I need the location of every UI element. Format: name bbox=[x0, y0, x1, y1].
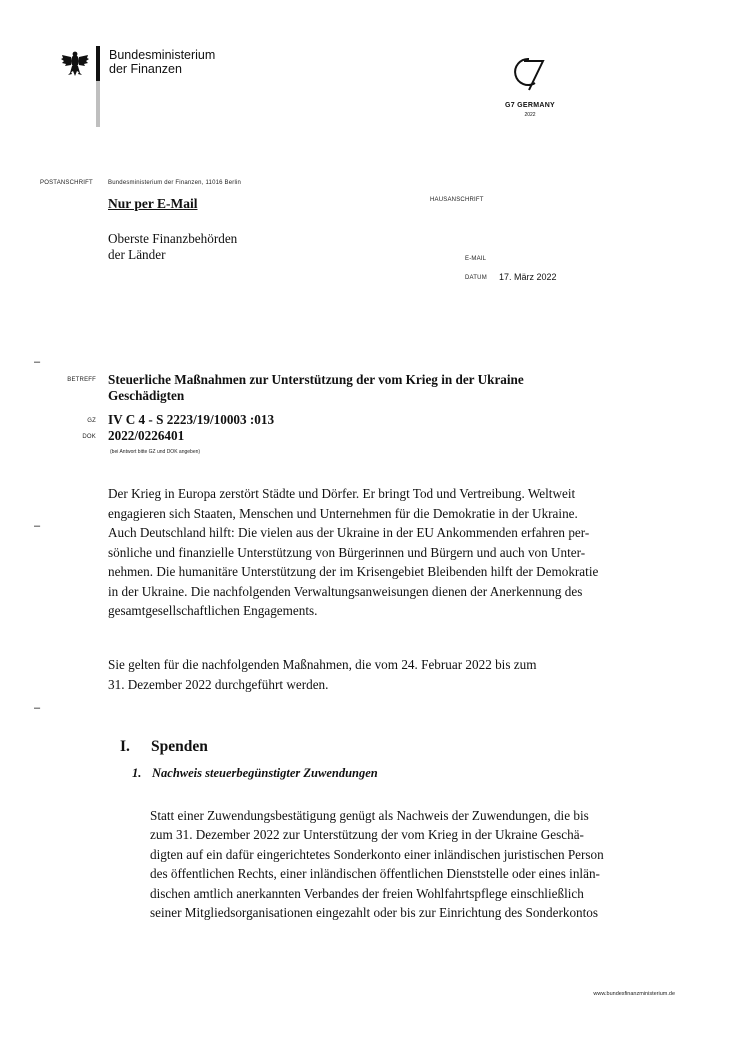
text-line: 31. Dezember 2022 durchgeführt werden. bbox=[108, 676, 329, 692]
gz-label: GZ bbox=[87, 418, 96, 424]
text-line: digten auf ein dafür eingerichtetes Sonderkonto einer inländischen juristischen Person bbox=[150, 846, 604, 862]
recipient-line2: der Länder bbox=[108, 247, 166, 262]
postanschrift-value: Bundesministerium der Finanzen, 11016 Berlin bbox=[108, 180, 242, 186]
text-line: Der Krieg in Europa zerstört Städte und Dörfer. Er bringt Tod und Vertreibung. Weltweit bbox=[108, 486, 576, 501]
datum-value: 17. März 2022 bbox=[499, 272, 557, 282]
footer-website[interactable]: www.bundesfinanzministerium.de bbox=[593, 991, 675, 997]
postanschrift-label: POSTANSCHRIFT bbox=[40, 180, 93, 186]
g7-year: 2022 bbox=[524, 112, 536, 118]
g7-label: G7 GERMANY bbox=[504, 102, 556, 109]
text-line: sönliche und finanzielle Unterstützung von Bürgerinnen und Bürgern und auch von Unter- bbox=[108, 544, 586, 560]
text-line: gesamtgesellschaftlichen Engagements. bbox=[108, 603, 318, 618]
betreff-line2: Geschädigten bbox=[108, 387, 185, 403]
text-line: des öffentlichen Rechts, einer inländischen öffentlichen Dienststelle oder eines inlän- bbox=[150, 866, 600, 882]
ministry-name bbox=[109, 48, 215, 76]
text-line: dischen amtlich anerkannten Verbandes der freien Wohlfahrtspflege einschließlich bbox=[150, 885, 584, 901]
betreff-label: BETREFF bbox=[67, 377, 96, 383]
reply-note: (bei Antwort bitte GZ und DOK angeben) bbox=[110, 449, 201, 455]
section-number: I. bbox=[120, 738, 130, 755]
text-line: Auch Deutschland hilft: Die vielen aus der Ukraine in der EU Ankommenden erfahren per- bbox=[108, 525, 590, 540]
text-line: engagieren sich Staaten, Menschen und Unternehmen für die Demokratie in der Ukraine. bbox=[108, 505, 578, 521]
email-label: E-MAIL bbox=[465, 256, 487, 262]
text-line: nehmen. Die humanitäre Unterstützung der im Krisengebiet Bleibenden hilft der Demokratie bbox=[108, 564, 599, 579]
text-line: zum 31. Dezember 2022 zur Unterstützung der vom Krieg in der Ukraine Geschä- bbox=[150, 827, 584, 843]
dok-label: DOK bbox=[82, 434, 96, 440]
paragraph-scope bbox=[108, 655, 643, 694]
ministry-name-line1: Bundesministerium bbox=[109, 48, 216, 62]
fold-mark-lower: – bbox=[34, 702, 41, 714]
paragraph-donations bbox=[150, 806, 671, 922]
subsection-number: 1. bbox=[132, 766, 142, 780]
delivery-note: Nur per E-Mail bbox=[108, 196, 198, 211]
text-line: in der Ukraine. Die nachfolgenden Verwaltungsanweisungen dienen der Anerkennung des bbox=[108, 583, 583, 599]
datum-label: DATUM bbox=[465, 275, 487, 281]
hausanschrift-label: HAUSANSCHRIFT bbox=[430, 197, 484, 203]
text-line: Sie gelten für die nachfolgenden Maßnahmen, die vom 24. Februar 2022 bis zum bbox=[108, 657, 537, 672]
letterhead-bar-grey bbox=[96, 81, 100, 127]
subsection-title: Nachweis steuerbegünstigter Zuwendungen bbox=[152, 766, 378, 780]
g7-logo-icon bbox=[508, 50, 552, 94]
section-title: Spenden bbox=[151, 738, 208, 755]
letterhead-bar bbox=[96, 46, 100, 81]
punch-mark: – bbox=[34, 520, 41, 532]
ministry-name-line2: der Finanzen bbox=[109, 62, 182, 76]
text-line: Statt einer Zuwendungsbestätigung genügt als Nachweis der Zuwendungen, die bis bbox=[150, 808, 589, 823]
gz-value: IV C 4 - S 2223/19/10003 :013 bbox=[108, 412, 275, 427]
text-line: seiner Mitgliedsorganisationen eingezahlt oder bis zur Einrichtung des Sonderkontos bbox=[150, 905, 599, 921]
fold-mark: – bbox=[34, 356, 41, 368]
recipient-line1: Oberste Finanzbehörden bbox=[108, 231, 238, 246]
recipient bbox=[108, 231, 237, 263]
betreff-line1: Steuerliche Maßnahmen zur Unterstützung der vom Krieg in der Ukraine bbox=[108, 372, 524, 387]
betreff-value bbox=[108, 372, 524, 403]
paragraph-intro bbox=[108, 484, 643, 621]
dok-value: 2022/0226401 bbox=[108, 428, 185, 443]
federal-eagle-icon bbox=[60, 49, 90, 79]
